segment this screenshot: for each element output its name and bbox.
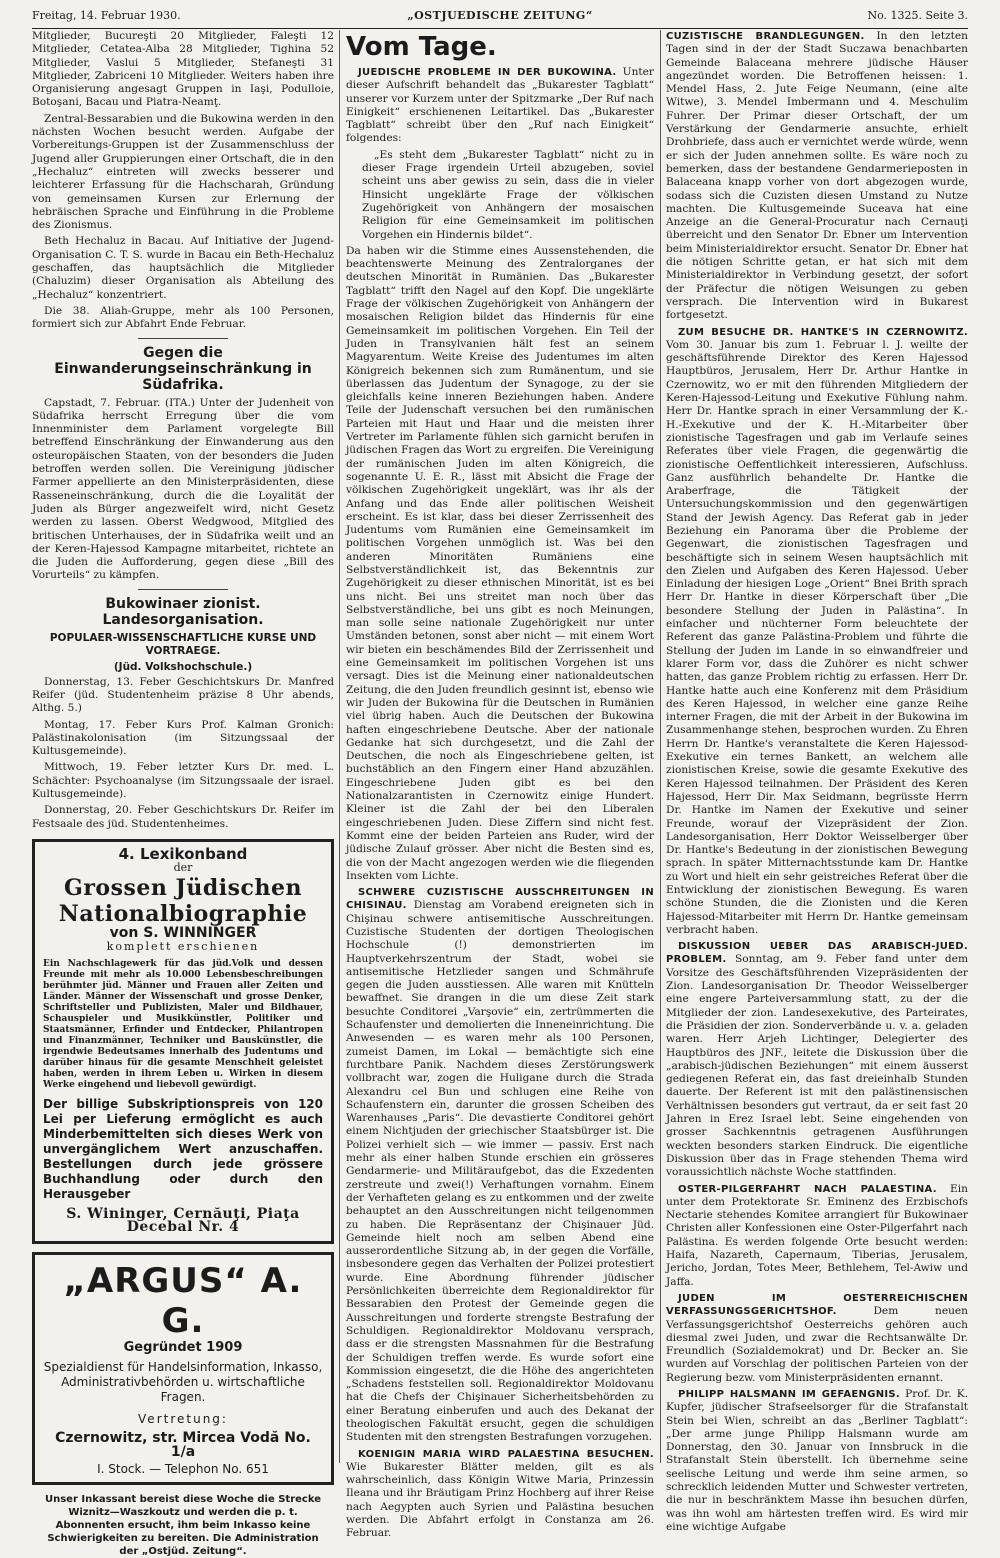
kicker-pilgerfahrt: OSTER-PILGERFAHRT NACH PALAESTINA. [678, 1183, 937, 1195]
kicker-cuzistische-ausschreitungen: SCHWERE CUZISTISCHE AUSSCHREITUNGEN IN CHISINAU. [346, 887, 654, 912]
ad-argus-name: „ARGUS“ A. G. [63, 1260, 303, 1341]
article-text: Dem neuen Verfassungsgerichtshof Oesterreichs gehören auch diesmal zwei Juden, und zwar die Rechtsanwälte Dr. Freundlich (Sozialdemokrat) und Dr. Becker an. Sie wurden auf Vorschlag der politischen Parteien von der Regierung bezw. vom Ministerpräsidenten ernannt. [666, 1305, 969, 1384]
article-text: Capstadt, 7. Februar. (ITA.) Unter der Judenheit von Südafrika herrscht Erregung über die vom Innenminister dem Parlament vorgelegte Bill betreffend Einschränkung der Einwanderung aus den osteuropäischen Staaten, von der besonders die Juden betroffen werden sollen. Die Vereinigung jüdischer Farmer appellierte an den Ministerpräsidenten, diese Rasseneinschränkung, durch die die Loyalität der Juden als Bürger angezweifelt wird, nicht Gesetz werden zu lassen. Oberst Wedgwood, Mitglied des britischen Unterhauses, der in Südafrika weilt und an der Keren-Hajessod Kampagne mitarbeitet, richtete an die Juden die Aufforderung, gegen diese „Bill des Vorurteils“ zu kämpfen. [32, 396, 334, 582]
headline-bukowina: Bukowinaer zionist. Landesorganisation. [102, 595, 264, 628]
article-text: Prof. Dr. K. Kupfer, jüdischer Strafseelsorger für die Strafanstalt Stein bei Wien, schreibt an das „Berliner Tagblatt“: „Der arme junge Philipp Halsmann wurde am Donnerstag, den 30. Januar von Innsbruck in die Strafanstalt Stein überstellt. Ich übernehme seine seelische Leitung und werde ihm seine armen, so schrecklich leidenden Mutter und Schwester vertreten, die nur in beschränktem Masse ihn besuchen dürfen, was ihn wohl am härtesten treffen wird. Es wird mir eine wichtige Aufgabe [666, 1387, 968, 1533]
article-text: Sonntag, am 9. Feber fand unter dem Vorsitze des Geschäftsführenden Vizepräsidenten der Zion. Landesorganisation Dr. Theodor Weisselberger eine engere Parteiversammlung statt, zu der die Mitglieder der zion. Landesexekutive, des Parteirates, die Präsidien der zion. Sonderverbände u. v. a. geladen waren. Herr Arjeh Lichtinger, Delegierter des Hauptbüros des JNF., leitete die Diskussion über die „arabisch-jüdischen Beziehungen“ mit einem äusserst gediegenen Referat ein, das fast dreieinhalb Stunden dauerte. Der Referent ist mit den palästinensischen Verhältnissen besonders gut vertraut, da er seit fast 20 Jahren in Erez Israel lebt. Seine eingehenden von grosser Sachkenntnis getragenen Ausführungen weckten besonders starken Eindruck. Die eigentliche Diskussion über das in Frage stehenden Thema wird voraussichtlich nächste Woche stattfinden. [666, 953, 968, 1179]
kicker-juedische-probleme: JUEDISCHE PROBLEME IN DER BUKOWINA. [358, 67, 617, 78]
course-entry: Montag, 17. Feber Kurs Prof. Kalman Gronich: Palästinakolonisation (im Sitzungssaal der Kultusgemeinde). [32, 718, 334, 758]
article-text: Da haben wir die Stimme eines Aussenstehenden, die beachtenswerte Meinung des Zentralorganes der deutschen Minorität in Rumänien. Das „Bukarester Tagblatt“ trifft den Nagel auf den Kopf. Die ungeklärte Frage der völkischen Zugehörigkeit von Anhängern der mosaischen Religion bildet das Hindernis für eine Gemeinsamkeit im politischen Vorgehen. Ein Teil der Juden in Transylvanien hält fest an seinem Magyarentum. Weite Kreise des Judentumes im alten Königreich bekennen sich zum Rumänentum, und sie überlassen das Judentum der Synagoge, zu der sie gleichfalls keine inneren Beziehungen haben. Andere Teile der Judenschaft versuchen bei den rumänischen Parteien mit Haut und Haar und die meisten ihrer Vertreter im Parlamente fühlen sich garnicht berufen in jüdischen Fragen das Wort zu ergreifen. Die Vereinigung der rumänischen Juden im alten Königreich, die sogenannte U. E. R., lässt mit Absicht die Frage der völkischen Zugehörigkeit ungeklärt, was ihr als der Anfang und das Ende aller politischen Weisheit erscheint. Es ist klar, dass bei dieser Zerrissenheit des Judentums vom Rumänien eine Gemeinsamkeit im politischen Vorgehen unmöglich ist. Was bei den anderen Minoritäten Rumäniens eine Selbstverständlichkeit ist, das Bekenntnis zur Zugehörigkeit zu dieser ethnischen Minorität, ist es bei uns nicht. Bei uns streitet man noch über das Selbstverständliche, bei uns gibt es noch Meinungen, man solle seine nationale Zugehörigkeit nur unter Umständen betonen, sonst aber nicht — mit einem Wort wir bieten ein beschämendes Bild der Zerrissenheit und eine Gemeinsamkeit im politischen Vorgehen ist uns versagt. Dies ist die Meinung einer nationaldeutschen Zeitung, die den Juden freundlich gesinnt ist, ebenso wie wir Juden der Bukowina für die Deutschen in Rumänien viel übrig haben. Auch die Deutschen der Bukowina haften eingeschriebene Deutsche. Aber der nationale Gedanke hat sich durchgesetzt, und die Zahl der Deutschen, die noch als Eingeschriebene gelten, ist buchstäblich an den Fingern einer Hand abzuzählen. Eingeschriebene Juden gibt es bei den Nationalzarantisten in Czernowitz einige Hundert. Kleiner ist die Zahl der bei den Liberalen eingeschriebenen Juden. Diese Ziffern sind nicht fest. Kommt eine der beiden Parteien ans Ruder, wird der jüdische Zulauf grösser. Aber nicht die Besten sind es, die von der Macht angezogen werden wie die fliegenden Insekten vom Lichte. [346, 244, 654, 882]
article-text: Dienstag am Vorabend ereigneten sich in Chişinau schwere antisemitische Ausschreitungen. Cuzistische Studenten der dortigen Theologischen Hochschule (!) demonstrierten im Hauptverkehrszentrum der Stadt, wobei sie antisemitische Hetzlieder sangen und Schmährufe gegen die Juden ausstiessen. Alle waren mit Knütteln bewaffnet. Sie drangen in die um diese Zeit stark besuchte Conditorei „Varşovie“ ein, zertrümmerten die Schaufenster und demolierten die Inneneinrichtung. Die Anwesenden — es waren mehr als 100 Personen, zumeist Damen, im Lokal — bemächtigte sich eine furchtbare Panik. Nachdem dieses Zerstörungswerk vollbracht war, zogen die Huligane durch die Strada Alexandru cel Bun und schlugen eine Reihe von Schaufenstern ein, darunter die grossen Scheiben des Warenhauses „Paris“. Die devastierte Conditorei gehört einem Nichtjuden der griechischer Staatsbürger ist. Die Polizei verhielt sich — wie immer — passiv. Erst nach mehr als einer halben Stunde erschien ein grösseres Gendarmerie- und Militäraufgebot, das die Exzedenten zerstreute und zwei(!) Verhaftungen vornahm. Einem der Verhafteten gelang es zu entkommen und der zweite behauptet an den Ausschreitungen nicht teilgenommen zu haben. Die Repräsentanz der Chişinauer Jüd. Gemeinde hielt noch am selben Abend eine ausserordentliche Sitzung ab, in der gegen die Vorfälle, insbesondere gegen das Verhalten der Polizei protestiert wurde. Eine Abordnung führender jüdischer Persönlichkeiten überreichte dem Regionaldirektor für Bessarabien den Protest der Gemeinde gegen die Ausschreitungen und forderte strengste Bestrafung der Schuldigen. Regionaldirektor Moldovanu versprach, dass er die strengsten Massnahmen für die Bestrafung der Schuldigen treffen werde. Es wurde sofort eine Kommission eingesetzt, die die Höhe des angerichteten „Schadens feststellen soll. Regionaldirektor Moldovanu hat die Chefs der Chişinauer Sicherheitsbehörden zu einer Beratung einberufen und auch des Dekanat der theologischen Fakultät ersucht, gegen die schuldigen Studenten mit den strengsten Bestrafungen vorzugehen. [346, 899, 654, 1444]
page-number: No. 1325. Seite 3. [867, 9, 968, 22]
ad-lexikon-line: der [173, 861, 193, 875]
subheadline-kurse: POPULAER-WISSENSCHAFTLICHE KURSE UND VORTRAEGE. [49, 631, 317, 657]
section-rule [138, 338, 228, 339]
issue-date: Freitag, 14. Februar 1930. [32, 9, 181, 22]
column-divider [660, 30, 661, 1463]
ad-lexikon-line: 4. Lexikonband [118, 844, 248, 863]
ad-argus-address: Czernowitz, str. Mircea Vodă No. 1/a [55, 1430, 311, 1460]
column-divider [339, 30, 340, 1463]
article-text: Die 38. Aliah-Gruppe, mehr als 100 Personen, formiert sich zur Abfahrt Ende Februar. [32, 304, 334, 331]
ad-lexikon-offer: Der billige Subskriptionspreis von 120 Lei per Lieferung ermöglicht es auch Minderbemittelten sich dieses Werk von unvergänglichem Wert anzuschaffen. Bestellungen durch jede grössere Buchhandlung oder durch den Herausgeber [43, 1097, 323, 1202]
article-text: Wie Bukarester Blätter melden, gilt es als wahrscheinlich, dass Königin Witwe Maria, Prinzessin Ileana und ihr Bräutigam Prinz Hochberg auf ihrer Reise nach Aegypten auch Syrien und Palästina besuchen werden. Die Abfahrt erfolgt in Constanza am 26. Februar. [346, 1460, 654, 1540]
ad-argus-rep-label: Vertretung: [138, 1412, 228, 1427]
ad-lexikon-line: komplett erschienen [106, 939, 260, 953]
kicker-halsmann: PHILIPP HALSMANN IM GEFAENGNIS. [678, 1388, 901, 1400]
newspaper-title: „OSTJUEDISCHE ZEITUNG“ [407, 9, 593, 22]
ad-lexikon-author: von S. WINNINGER [109, 924, 257, 941]
subheadline-volkshochschule: (Jüd. Volkshochschule.) [113, 660, 253, 673]
ad-argus-phone: I. Stock. — Telephon No. 651 [97, 1461, 269, 1476]
article-text: Ein unter dem Protektorate Sr. Eminenz des Erzbischofs Nectarie stehendes Komitee arrangiert für Bukowinaer Christen aller Konfessionen eine Oster-Pilgerfahrt nach Palästina. Es werden folgende Orte besucht werden: Haifa, Nazareth, Capernaum, Tiberias, Jerusalem, Jericho, Jordan, Totes Meer, Bethlehem, Tel-Awiw und Jaffa. [666, 1182, 968, 1288]
headline-suedafrika: Gegen die Einwanderungseinschränkung in Südafrika. [54, 344, 312, 393]
course-entry: Donnerstag, 20. Feber Geschichtskurs Dr. Reifer im Festsaale des jüd. Studentenheimes. [32, 804, 334, 830]
course-entry: Donnerstag, 13. Feber Geschichtskurs Dr. Manfred Reifer (jüd. Studentenheim präzise 8 Uhr abends, Althg. 5.) [32, 675, 334, 715]
collection-notice: Unser Inkassant bereist diese Woche die Strecke Wiznitz—Waszkoutz und werden die p. t. Abonnenten ersucht, ihm beim Inkasso keine Schwierigkeiten zu bereiten. Die Administration der „Ostjüd. Zeitung“. [44, 1494, 322, 1558]
article-text: Zentral-Bessarabien und die Bukowina werden in den nächsten Wochen besucht werden. Aufgabe der Vorbereitungs-Gruppen ist der Zusammenschluss der Jugend aller Gruppierungen einer Ortschaft, die in den „Hechaluz“ eintreten will zwecks besserer und leichterer Erfassung für die Hachscharah, Gründung von gemeinsamen Kursen zur Erlernung der hebräischen Sprache und Einführung in die Probleme des Zionismus. [32, 112, 334, 232]
article-text: Vom 30. Januar bis zum 1. Februar l. J. weilte der geschäftsführende Direktor des Keren Hajessod Hauptbüros, Jerusalem, Herr Dr. Arthur Hantke in Czernowitz, wo er mit den führenden Mitgliedern der Keren-Hajessod-Leitung und Exekutive Fühlung nahm. Herr Dr. Hantke sprach in einer Versammlung der K.-H.-Exekutive und der K. H.-Mitarbeiter über zionistische Tagesfragen und gab im Verlaufe seines Referates über viele Fragen, die gegenwärtig die zionistische Oeffentlichkeit interessieren, Aufschluss. Ganz ausführlich behandelte Dr. Hantke die Araberfrage, die Tätigkeit der Untersuchungskommission und den gegenwärtigen Stand der Jewish Agency. Das Referat gab in jeder Beziehung ein Panorama über die Probleme der Gegenwart, die zionistischen Tagesfragen und beschäftigte sich in seinem Wesen hauptsächlich mit den Zielen und Aufgaben des Keren Hajessod. Ueber Einladung der hiesigen Loge „Orient“ Bnei Brith sprach Herr Dr. Hantke in dieser Körperschaft über „Die besondere Stellung der Juden in Palästina“. In einfacher und nüchterner Form beleuchtete der Referent das ganze Palästina-Problem und führte die Stellung der Juden im Lande in so einwandfreier und klarer Form vor, dass die Zuhörer es nicht schwer hatten, das ganze Problem richtig zu erfassen. Herr Dr. Hantke hatte auch eine Konferenz mit dem Präsidium des Keren Hajessod, in welcher eine ganze Reihe interner Fragen, die mit der Arbeit in der Bukowina im Zusammenhange stehen, besprochen wurden. Zu Ehren Herrn Dr. Hantke's veranstaltete die Keren Hajessod-Exekutive ein ternes Bankett, an welchem alle zionistischen Kreise, sowie die gesamte Exekutive des Keren Hajessod teilnahmen. Der Präsident des Keren Hajessod, Herr Dir. Max Seidmann, begrüsste Herrn Dr. Hantke im Namen der Exekutive und seiner Freunde, worauf der Vizepräsident der Zion. Landesorganisation, Herr Doktor Weisselberger über Dr. Hantke's Bedeutung in der zionistischen Bewegung sprach. In später Mitternachtsstunde kam Dr. Hantke zu Wort und hielt ein sehr geistreiches Referat über die Entwicklung der zionistischen Bewegung. Es waren schöne Stunden, die die Zionisten und die Keren Hajessod-Mitarbeiter mit Herrn Dr. Hantke gemeinsam verbracht haben. [666, 338, 968, 936]
kicker-koenigin-maria: KOENIGIN MARIA WIRD PALAESTINA BESUCHEN. [358, 1448, 654, 1460]
kicker-verfassungsgericht: JUDEN IM OESTERREICHISCHEN VERFASSUNGSGERICHTSHOF. [666, 1292, 968, 1318]
kicker-brandlegungen: CUZISTISCHE BRANDLEGUNGEN. [666, 31, 865, 42]
column-left [32, 30, 334, 1558]
article-text: Unter dieser Aufschrift behandelt das „Bukarester Tagblatt“ unserer vor Kurzem unter der Spitzmarke „Der Ruf nach Einigkeit“ erschienenen Leitartikel. Das „Bukarester Tagblatt“ schreibt über den „Ruf nach Einigkeit“ folgendes: [346, 66, 654, 145]
article-text: In den letzten Tagen sind in der der Stadt Suczawa benachbarten Gemeinde Balaceana mehrere jüdische Häuser angezündet worden. Die Betroffenen heissen: 1. Mendel Hass, 2. Jute Feige Neumann, (eine alte Witwe), 3. Mendel Imbermann und 4. Meschulim Fuhrer. Der Primar dieser Ortschaft, der um Verstärkung der Gendarmerie ansuchte, erhielt Drohbriefe, dass auch er vernichtet werde würde, wenn er sich der Juden annehmen sollte. Es wäre noch zu bemerken, dass der bestandene Gendarmerieposten in Balaceana knapp vorher von dort abgezogen wurde, sodass sich die Cuzisten diesen Umstand zu Nutze machten. Die Kultusgemeinde Suceava hat eine Anzeige an die General-Procuratur nach Cernauţi überreicht und den Senator Dr. Ebner um Intervention beim Ministerialdirektor ersucht. Senator Dr. Ebner hat die nötigen Schritte getan, er hat sich mit dem Ministerialdirektor in Verbindung gesetzt, der sofort der Präfectur die nötigen Weisungen zu geben versprach. Die Intervention wird in Bukarest fortgesetzt. [666, 30, 969, 322]
kicker-hantke-besuch: ZUM BESUCHE DR. HANTKE'S IN CZERNOWITZ. [678, 326, 968, 338]
article-text: Beth Hechaluz in Bacau. Auf Initiative der Jugend-Organisation C. T. S. wurde in Bacau ein Beth-Hechaluz geschaffen, das hauptsächlich die Mitglieder (Chaluzim) dieser Organisation als Abteilung des „Hechaluz“ konzentriert. [32, 235, 334, 301]
article-text: Mitglieder, Bucureşti 20 Mitglieder, Faleşti 12 Mitglieder, Cetatea-Alba 28 Mitglieder, Tighina 52 Mitglieder, Vaslui 5 Mitglieder, Stefaneşti 31 Mitglieder, Zabriceni 10 Mitglieder. Weiters haben ihre Organisierung angesagt Gruppen in Iaşi, Podulloie, Botoşani, Bacau und Piatra-Neamţ. [32, 30, 334, 109]
article-quote: „Es steht dem „Bukarester Tagblatt“ nicht zu in dieser Frage irgendein Urteil abzugeben, soviel scheint uns aber gewiss zu sein, dass die in vieler Hinsicht ungeklärte Frage der völkischen Zugehörigkeit von Anhängern der mosaischen Religion für eine Gemeinsamkeit im politischen Vorgehen ein Hindernis bildet“. [362, 148, 654, 241]
column-right [666, 30, 969, 1533]
masthead [32, 4, 968, 29]
advertisement-argus [32, 1252, 334, 1485]
section-title-vom-tage: Vom Tage. [346, 32, 497, 62]
ad-argus-description: Spezialdienst für Handelsinformation, Inkasso, Administrativbehörden u. wirtschaftliche Fragen. [43, 1360, 323, 1405]
section-rule [138, 589, 228, 590]
ad-argus-founded: Gegründet 1909 [123, 1339, 243, 1355]
column-middle [346, 30, 654, 1540]
kicker-diskussion: DISKUSSION UEBER DAS ARABISCH-JUED. PROBLEM. [666, 941, 968, 966]
ad-lexikon-footer: S. Wininger, Cernăuţi, Piaţa Decebal Nr. 4 [66, 1206, 300, 1236]
ad-lexikon-title: Grossen Jüdischen Nationalbiographie [58, 874, 308, 927]
ad-lexikon-body: Ein Nachschlagewerk für das jüd.Volk und dessen Freunde mit mehr als 10.000 Lebensbeschreibungen berühmter jüd. Männer und Frauen aller Zeiten und Länder. Männer der Wissenschaft und grosse Denker, Schriftsteller und Publizisten, Maler und Bildhauer, Schauspieler und Musikkünstler, Politiker und Staatsmänner, Erfinder und Entdecker, Philantropen und Finanzmänner, Techniker und Bauskünstler, die irgendwie Bedeutsames innerhalb des Judentums und darüber hinaus für die gesamte Menschheit geleistet haben, werden in ihrem Leben u. Wirken in diesem Werke eingehend und liebevoll gewürdigt. [43, 959, 323, 1091]
advertisement-lexikon [32, 839, 334, 1244]
course-entry: Mittwoch, 19. Feber letzter Kurs Dr. med. L. Schächter: Psychoanalyse (im Sitzungssaale der israel. Kultusgemeinde). [32, 761, 334, 801]
